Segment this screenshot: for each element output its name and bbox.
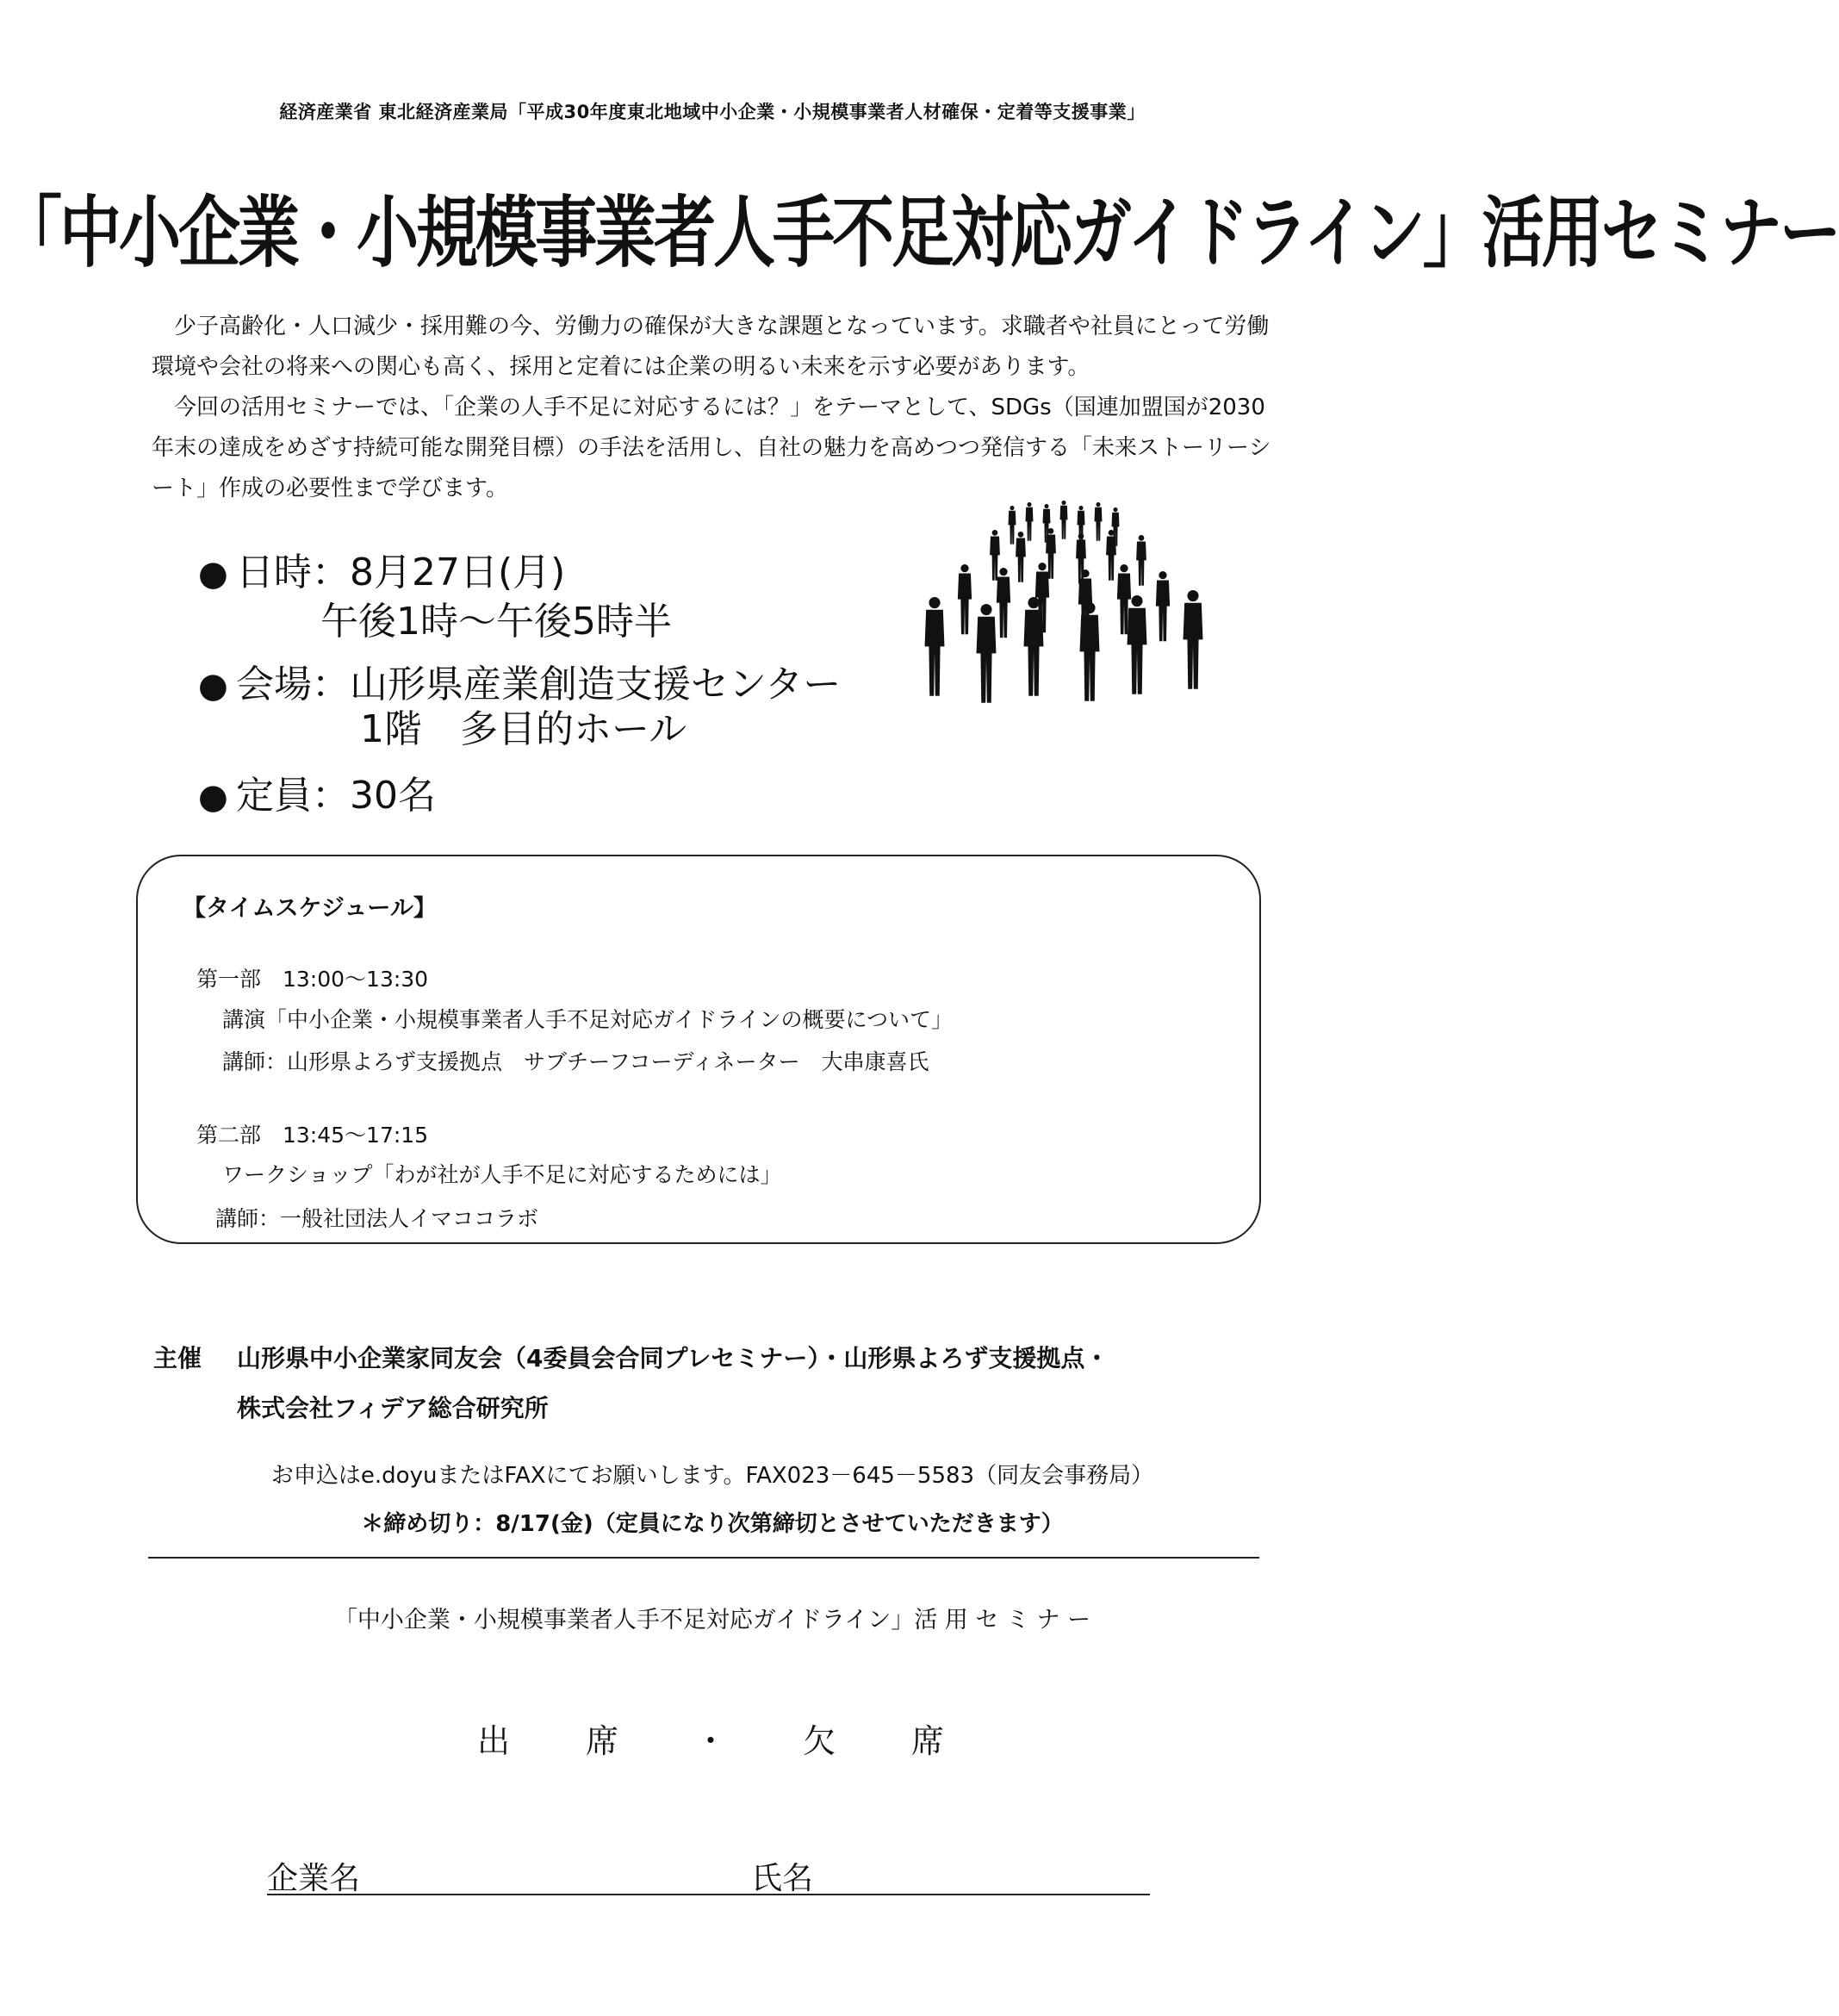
person-name-label: 氏名: [751, 1861, 814, 1896]
main-title: 「中小企業・小規模事業者人手不足対応ガイドライン」活用セミナー: [0, 187, 1839, 277]
person-silhouette: [1128, 595, 1147, 694]
name-field-row[interactable]: [267, 1854, 1150, 1895]
intro-paragraph-2: 今回の活用セミナーでは、「企業の人手不足に対応するには？」をテーマとして、SDGs（国連加盟国が2030年末の達成をめざす持続可能な開発目標）の手法を活用し、自社の魅力を高めつつ発信する「未来ストーリーシート」作成の必要性まで学びます。: [152, 395, 1271, 501]
organizer-line-2: 株式会社フィデア総合研究所: [237, 1394, 549, 1422]
date-line: [198, 541, 565, 596]
person-silhouette: [1106, 530, 1116, 581]
person-silhouette: [977, 604, 997, 703]
capacity-label: 定員：: [236, 774, 350, 818]
organizer: [153, 1334, 1109, 1434]
person-silhouette: [1060, 501, 1068, 539]
schedule-title: 【タイムスケジュール】: [183, 895, 437, 922]
bullet-icon: ●: [198, 666, 228, 706]
capacity-value: 30名: [350, 774, 436, 818]
date-value: 8月27日(月): [350, 551, 566, 594]
organizer-line-1: 山形県中小企業家同友会（4委員会合同プレセミナー）・山形県よろず支援拠点・: [237, 1344, 1109, 1372]
capacity-line: [198, 764, 436, 819]
intro-text: [152, 307, 1271, 509]
person-silhouette: [990, 530, 1000, 581]
company-name-label: 企業名: [267, 1861, 361, 1896]
intro-paragraph-1: 少子高齢化・人口減少・採用難の今、労働力の確保が大きな課題となっています。求職者や社員にとって労働環境や会社の将来への関心も高く、採用と定着には企業の明るい未来を示す必要があります。: [152, 314, 1270, 380]
bullet-icon: ●: [198, 554, 228, 594]
person-silhouette: [1156, 571, 1170, 641]
time-value: 午後1時～午後5時半: [320, 600, 672, 644]
part1-heading: 第一部 13:00～13:30: [196, 967, 429, 992]
part1-lecture: 講演「中小企業・小規模事業者人手不足対応ガイドラインの概要について」: [222, 1007, 954, 1032]
date-label: 日時：: [236, 551, 350, 594]
attendance-choice[interactable]: 出 席 ・ 欠 席: [476, 1722, 947, 1760]
part2-workshop: ワークショップ「わが社が人手不足に対応するためには」: [222, 1162, 782, 1187]
person-silhouette: [925, 597, 945, 696]
part2-heading: 第二部 13:45～17:15: [196, 1123, 429, 1148]
reply-form-title: 「中小企業・小規模事業者人手不足対応ガイドライン」活 用 セ ミ ナ ー: [333, 1607, 1091, 1633]
person-silhouette: [1024, 597, 1044, 696]
person-silhouette: [1009, 506, 1016, 544]
person-silhouette: [1136, 535, 1146, 586]
person-silhouette: [1080, 602, 1100, 701]
deadline-text: ＊締め切り：8/17(金)（定員になり次第締切とさせていただきます）: [361, 1511, 1064, 1537]
bullet-icon: ●: [198, 777, 228, 817]
business-people-crowd-icon: [904, 495, 1240, 745]
person-silhouette: [1095, 502, 1103, 541]
part2-speaker: 講師：一般社団法人イマココラボ: [215, 1206, 539, 1231]
person-silhouette: [1046, 528, 1056, 579]
person-silhouette: [1026, 502, 1034, 541]
divider: [148, 1557, 1259, 1559]
person-silhouette: [1184, 590, 1203, 689]
person-silhouette: [1016, 532, 1026, 582]
venue-room: 1階 多目的ホール: [360, 707, 687, 751]
venue-label: 会場：: [236, 663, 350, 706]
person-silhouette: [997, 568, 1010, 638]
application-text: お申込はe.doyuまたはFAXにてお願いします。FAX023－645－5583（同友会事務局）: [270, 1463, 1154, 1489]
part1-speaker: 講師：山形県よろず支援拠点 サブチーフコーディネーター 大串康喜氏: [222, 1049, 929, 1074]
supertitle: 経済産業省 東北経済産業局「平成30年度東北地域中小企業・小規模事業者人材確保・定着等支援事業」: [279, 102, 1146, 122]
venue-value: 山形県産業創造支援センター: [350, 663, 842, 706]
organizer-label: 主催: [153, 1344, 202, 1372]
person-silhouette: [958, 564, 972, 634]
